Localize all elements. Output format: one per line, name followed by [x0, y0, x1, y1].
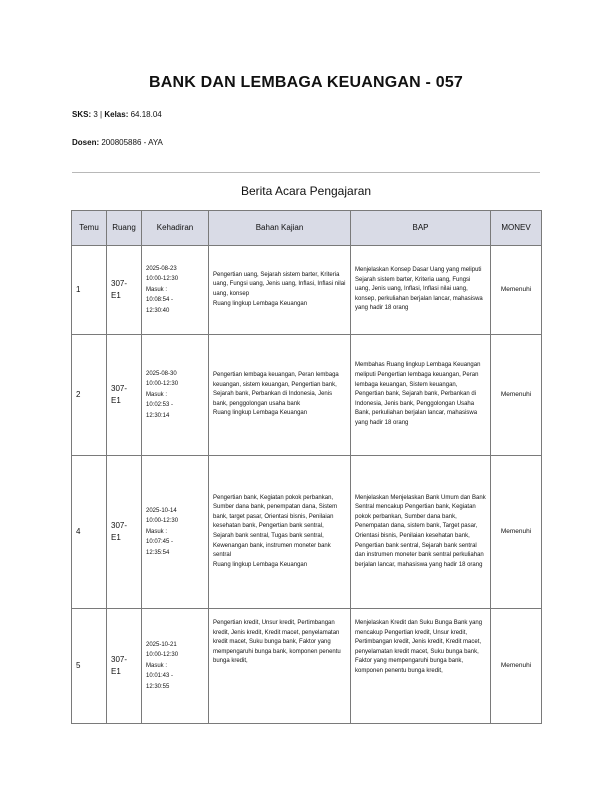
cell-temu: 4 [72, 456, 107, 609]
sks-value: 3 | [93, 110, 103, 119]
header-bahan-kajian: Bahan Kajian [209, 211, 351, 246]
dosen-value: 200805886 - AYA [101, 138, 163, 147]
table-header-row [72, 211, 542, 246]
cell-kehadiran: 2025-08-23 10:00-12:30 Masuk : 10:08:54 - 12:30:40 [142, 246, 209, 335]
table-row [72, 456, 542, 609]
header-ruang: Ruang [107, 211, 142, 246]
cell-ruang: 307- E1 [107, 609, 142, 724]
cell-kehadiran: 2025-08-30 10:00-12:30 Masuk : 10:02:53 - 12:30:14 [142, 335, 209, 456]
lecturer-info [72, 138, 163, 147]
cell-bap: Menjelaskan Kredit dan Suku Bunga Bank yang mencakup Pengertian kredit, Unsur kredit, Pertimbangan kredit, Jenis kredit, Kredit macet, penyelamatan kredit macet, Suku bunga bank, Faktor yang mempengaruhi bunga bank, komponen penentu bunga kredit, [351, 609, 491, 724]
cell-bap: Menjelaskan Konsep Dasar Uang yang meliputi Sejarah sistem barter, Kriteria uang, Fungsi uang, Jenis uang, Inflasi, Inflasi nilai uang, konsep, perkuliahan berjalan lancar, mahasiswa yang hadir 18 orang [351, 246, 491, 335]
sks-label: SKS: [72, 110, 92, 119]
table-row [72, 246, 542, 335]
cell-ruang: 307- E1 [107, 335, 142, 456]
cell-bap: Menjelaskan Menjelaskan Bank Umum dan Bank Sentral mencakup Pengertian bank, Kegiatan pokok perbankan, Sumber dana bank, Penempatan dana, sistem bank, Target pasar, Orientasi bisnis, Penilaian kesehatan bank, Pengertian bank sentral, Sejarah bank sentral dan instrumen moneter bank sentral perkuliahan berjalan lancar, mahasiswa yang hadir 18 orang [351, 456, 491, 609]
cell-bap: Membahas Ruang lingkup Lembaga Keuangan meliputi Pengertian lembaga keuangan, Peran lembaga keuangan, Sistem keuangan, Pengertian bank, Sejarah bank, Perbankan di Indonesia, Jenis bank, Penggolongan Usaha Bank, perkuliahan berjalan lancar, mahasiswa yang hadir 18 orang [351, 335, 491, 456]
divider [72, 172, 540, 173]
table-row [72, 609, 542, 724]
cell-bahan-kajian: Pengertian bank, Kegiatan pokok perbankan, Sumber dana bank, penempatan dana, Sistem bank, target pasar, Orientasi bisnis, Penilaian kesehatan bank, Pengertian bank sentral, Sejarah bank sentral, Tugas bank sentral, Kewenangan bank, instrumen moneter bank sentral Ruang lingkup Lembaga Keuangan [209, 456, 351, 609]
cell-bahan-kajian: Pengertian uang, Sejarah sistem barter, Kriteria uang, Fungsi uang, Jenis uang, Inflasi, Inflasi nilai uang, konsep Ruang lingkup Lembaga Keuangan [209, 246, 351, 335]
header-bap: BAP [351, 211, 491, 246]
section-title: Berita Acara Pengajaran [240, 184, 372, 198]
cell-monev: Memenuhi [491, 246, 542, 335]
cell-ruang: 307- E1 [107, 246, 142, 335]
cell-monev: Memenuhi [491, 456, 542, 609]
cell-bahan-kajian: Pengertian kredit, Unsur kredit, Pertimbangan kredit, Jenis kredit, Kredit macet, penyelamatan kredit macet, Suku bunga bank, Faktor yang mempengaruhi bunga bank, komponen penentu bunga kredit, [209, 609, 351, 724]
cell-monev: Memenuhi [491, 335, 542, 456]
cell-temu: 5 [72, 609, 107, 724]
cell-kehadiran: 2025-10-14 10:00-12:30 Masuk : 10:07:45 - 12:35:54 [142, 456, 209, 609]
course-info [72, 110, 162, 119]
cell-kehadiran: 2025-10-21 10:00-12:30 Masuk : 10:01:43 - 12:30:55 [142, 609, 209, 724]
header-temu: Temu [72, 211, 107, 246]
dosen-label: Dosen: [72, 138, 100, 147]
kelas-value: 64.18.04 [130, 110, 162, 119]
table-row [72, 335, 542, 456]
header-monev: MONEV [491, 211, 542, 246]
cell-temu: 1 [72, 246, 107, 335]
cell-monev: Memenuhi [491, 609, 542, 724]
cell-bahan-kajian: Pengertian lembaga keuangan, Peran lembaga keuangan, sistem keuangan, Pengertian bank, Sejarah bank, Perbankan di Indonesia, Jenis bank, penggolongan usaha bank Ruang lingkup Lembaga Keuangan [209, 335, 351, 456]
kelas-label: Kelas: [104, 110, 129, 119]
teaching-report-table [71, 210, 542, 724]
cell-temu: 2 [72, 335, 107, 456]
header-kehadiran: Kehadiran [142, 211, 209, 246]
document-title: BANK DAN LEMBAGA KEUANGAN - 057 [148, 74, 464, 91]
cell-ruang: 307- E1 [107, 456, 142, 609]
